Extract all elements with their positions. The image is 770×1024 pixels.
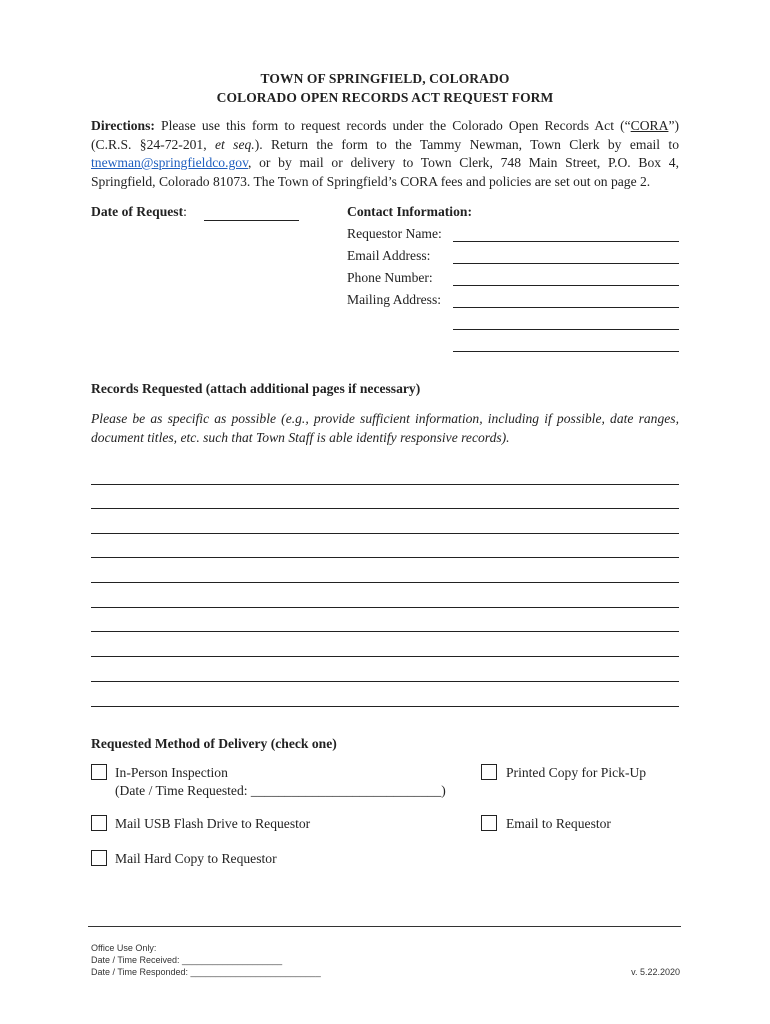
directions-text-b: ”) (C.R.S. §24-72-201, xyxy=(91,118,679,152)
requestor-name-label: Requestor Name: xyxy=(347,226,442,241)
form-title-line1: TOWN OF SPRINGFIELD, COLORADO xyxy=(260,71,510,86)
records-line-8[interactable] xyxy=(91,656,679,657)
email-to-requestor-label: Email to Requestor xyxy=(506,816,611,831)
mailing-address-field-1[interactable] xyxy=(453,307,679,308)
usb-flash-drive-checkbox[interactable] xyxy=(91,815,107,831)
directions-text-d: , or by mail or delivery to Town Clerk, 748 Main Street, P.O. Box 4, Springfield, Colorado 81073. The Town of Springfield’s CORA fees and policies are set out on page 2. xyxy=(91,155,679,189)
in-person-inspection-checkbox[interactable] xyxy=(91,764,107,780)
form-title-line2: COLORADO OPEN RECORDS ACT REQUEST FORM xyxy=(216,90,554,105)
phone-number-label: Phone Number: xyxy=(347,270,433,285)
email-address-field[interactable] xyxy=(453,263,679,264)
contact-info-heading: Contact Information: xyxy=(347,204,472,219)
in-person-inspection-label: In-Person Inspection xyxy=(115,765,228,780)
form-version: v. 5.22.2020 xyxy=(631,967,680,977)
date-time-responded[interactable]: Date / Time Responded: __________________________ xyxy=(91,967,321,977)
cora-term: CORA xyxy=(630,118,669,133)
date-time-received[interactable]: Date / Time Received: ____________________ xyxy=(91,955,283,965)
hard-copy-label: Mail Hard Copy to Requestor xyxy=(115,851,277,866)
directions-text-c: ). Return the form to the Tammy Newman, Town Clerk by email to xyxy=(254,136,679,152)
hard-copy-checkbox[interactable] xyxy=(91,850,107,866)
office-use-title: Office Use Only: xyxy=(91,943,157,953)
records-line-6[interactable] xyxy=(91,607,679,608)
date-of-request-field[interactable] xyxy=(204,220,299,221)
footer-divider xyxy=(88,926,681,927)
records-line-4[interactable] xyxy=(91,557,679,558)
records-line-5[interactable] xyxy=(91,582,679,583)
usb-flash-drive-label: Mail USB Flash Drive to Requestor xyxy=(115,816,311,831)
delivery-method-heading: Requested Method of Delivery (check one) xyxy=(91,736,337,751)
phone-number-field[interactable] xyxy=(453,285,679,286)
mailing-address-field-2[interactable] xyxy=(453,329,679,330)
requestor-name-field[interactable] xyxy=(453,241,679,242)
mailing-address-field-3[interactable] xyxy=(453,351,679,352)
records-line-2[interactable] xyxy=(91,508,679,509)
printed-copy-checkbox[interactable] xyxy=(481,764,497,780)
records-instructions: Please be as specific as possible (e.g., provide sufficient information, including if possible, date ranges, document titles, etc. such that Town Staff is able identify responsive records). xyxy=(91,411,679,445)
email-to-requestor-checkbox[interactable] xyxy=(481,815,497,831)
records-line-9[interactable] xyxy=(91,681,679,682)
mailing-address-label: Mailing Address: xyxy=(347,292,442,307)
directions-label: Directions: xyxy=(91,118,155,133)
records-line-7[interactable] xyxy=(91,631,679,632)
records-line-3[interactable] xyxy=(91,533,679,534)
directions-text-a: Please use this form to request records under the Colorado Open Records Act (“ xyxy=(154,118,631,133)
clerk-email-link[interactable]: tnewman@springfieldco.gov xyxy=(91,155,248,170)
et-seq: et seq. xyxy=(215,136,255,152)
email-address-label: Email Address: xyxy=(347,248,431,263)
records-line-1[interactable] xyxy=(91,484,679,485)
in-person-date-time-requested[interactable]: (Date / Time Requested: ____________________________) xyxy=(115,783,446,798)
date-of-request-label: Date of Request: xyxy=(91,204,187,219)
directions-paragraph xyxy=(91,117,679,191)
records-requested-heading: Records Requested (attach additional pages if necessary) xyxy=(91,381,421,396)
printed-copy-label: Printed Copy for Pick-Up xyxy=(506,765,647,780)
records-line-10[interactable] xyxy=(91,706,679,707)
